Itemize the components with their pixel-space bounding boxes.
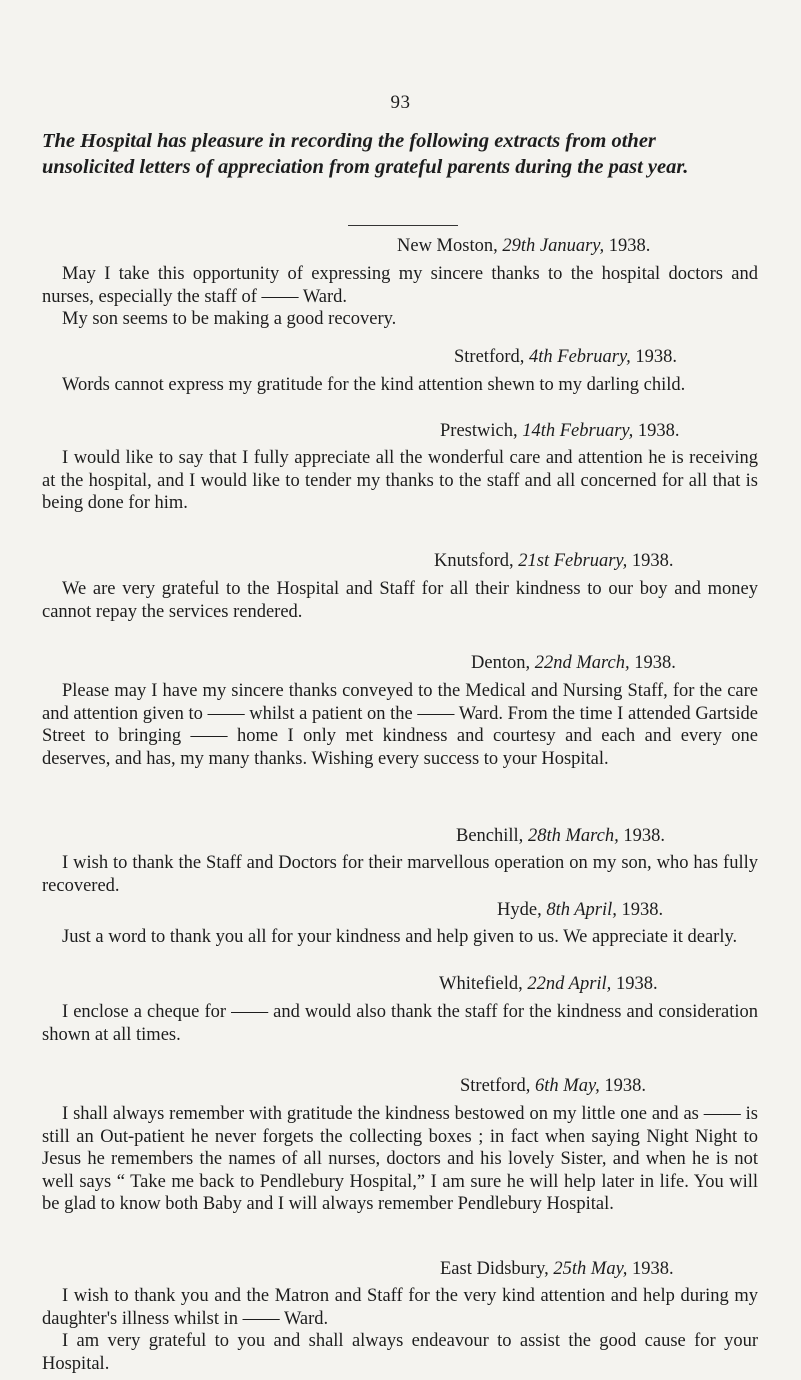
letter-date: 22nd March, <box>534 653 630 673</box>
divider-rule <box>348 225 458 226</box>
letter-place: New Moston, <box>397 236 498 256</box>
letter-body <box>42 680 758 770</box>
letter-paragraph: We are very grateful to the Hospital and Staff for all their kindness to our boy and money cannot repay the services rendered. <box>42 579 758 622</box>
letter-date: 6th May, <box>535 1076 600 1096</box>
letter-place: Stretford, <box>460 1076 531 1096</box>
letter-place: Knutsford, <box>434 551 514 571</box>
letter-heading <box>456 826 665 847</box>
letter-heading <box>471 653 676 674</box>
letter-place: Hyde, <box>497 900 542 920</box>
letter-place: Prestwich, <box>440 421 518 441</box>
letter-paragraph: I wish to thank you and the Matron and Staff for the very kind attention and help during my daughter's illness whilst in —— Ward. <box>42 1286 758 1329</box>
letter-paragraph: I am very grateful to you and shall always endeavour to assist the good cause for your Hospital. <box>42 1331 758 1374</box>
letter-year: 1938. <box>637 421 680 441</box>
letter-year: 1938. <box>621 900 664 920</box>
letter-paragraph: I would like to say that I fully appreciate all the wonderful care and attention he is receiving at the hospital, and I would like to tender my thanks to the staff and all concerned for all that is being done for him. <box>42 448 758 513</box>
letter-date: 8th April, <box>546 900 617 920</box>
letter-place: East Didsbury, <box>440 1259 549 1279</box>
letter-date: 21st February, <box>518 551 628 571</box>
letter-year: 1938. <box>608 236 651 256</box>
letter-heading <box>497 900 663 921</box>
letter-heading <box>460 1076 646 1097</box>
letter-place: Denton, <box>471 653 531 673</box>
letter-paragraph: I enclose a cheque for —— and would also thank the staff for the kindness and consideration shown at all times. <box>42 1002 758 1045</box>
intro-heading: The Hospital has pleasure in recording the following extracts from other unsolicited letters of appreciation from grateful parents during the past year. <box>42 130 689 178</box>
letter-date: 22nd April, <box>527 974 612 994</box>
letter-body <box>42 374 758 397</box>
letter-place: Stretford, <box>454 347 525 367</box>
letter-heading <box>454 347 677 368</box>
letter-body <box>42 447 758 515</box>
letter-paragraph: Please may I have my sincere thanks conveyed to the Medical and Nursing Staff, for the care and attention given to —— whilst a patient on the —— Ward. From the time I attended Gartside Street to bringing —— home I only met kindness and courtesy and each and every one deserves, and has, my many thanks. Wishing every success to your Hospital. <box>42 681 758 769</box>
letter-heading <box>397 236 650 257</box>
letter-paragraph: My son seems to be making a good recovery. <box>62 309 397 329</box>
letter-heading <box>434 551 673 572</box>
letter-paragraph: Words cannot express my gratitude for the kind attention shewn to my darling child. <box>62 375 686 395</box>
letter-date: 25th May, <box>553 1259 628 1279</box>
letter-paragraph: I wish to thank the Staff and Doctors for their marvellous operation on my son, who has fully recovered. <box>42 853 758 896</box>
letter-paragraph: I shall always remember with gratitude the kindness bestowed on my little one and as —— is still an Out-patient he never forgets the collecting boxes ; in fact when saying Night Night to Jesus he remembers the names of all nurses, doctors and his lovely Sister, and when he is not well says “ Take me back to Pendlebury Hospital,” I am sure he will help later in life. You will be glad to know both Baby and I will always remember Pendlebury Hospital. <box>42 1104 758 1214</box>
letter-year: 1938. <box>632 1259 674 1279</box>
letter-body <box>42 578 758 623</box>
letter-paragraph: May I take this opportunity of expressing my sincere thanks to the hospital doctors and nurses, especially the staff of —— Ward. <box>42 264 758 307</box>
letter-year: 1938. <box>631 551 674 571</box>
letter-body <box>42 852 758 897</box>
letter-paragraph: Just a word to thank you all for your kindness and help given to us. We appreciate it dearly. <box>62 927 738 947</box>
letter-body <box>42 926 758 949</box>
letter-heading <box>439 974 658 995</box>
letter-body <box>42 1285 758 1375</box>
letter-heading <box>440 1259 674 1280</box>
letter-place: Benchill, <box>456 826 524 846</box>
letter-body <box>42 1001 758 1046</box>
letter-heading <box>440 421 679 442</box>
letter-year: 1938. <box>635 347 678 367</box>
letter-year: 1938. <box>604 1076 647 1096</box>
letter-date: 4th February, <box>529 347 631 367</box>
letter-year: 1938. <box>623 826 665 846</box>
letter-place: Whitefield, <box>439 974 523 994</box>
letter-date: 29th January, <box>502 236 605 256</box>
page-number: 93 <box>390 92 411 113</box>
letter-date: 28th March, <box>527 826 619 846</box>
letter-year: 1938. <box>634 653 676 673</box>
letter-year: 1938. <box>615 974 658 994</box>
letter-date: 14th February, <box>522 421 634 441</box>
letter-body <box>42 263 758 331</box>
letter-body <box>42 1103 758 1216</box>
